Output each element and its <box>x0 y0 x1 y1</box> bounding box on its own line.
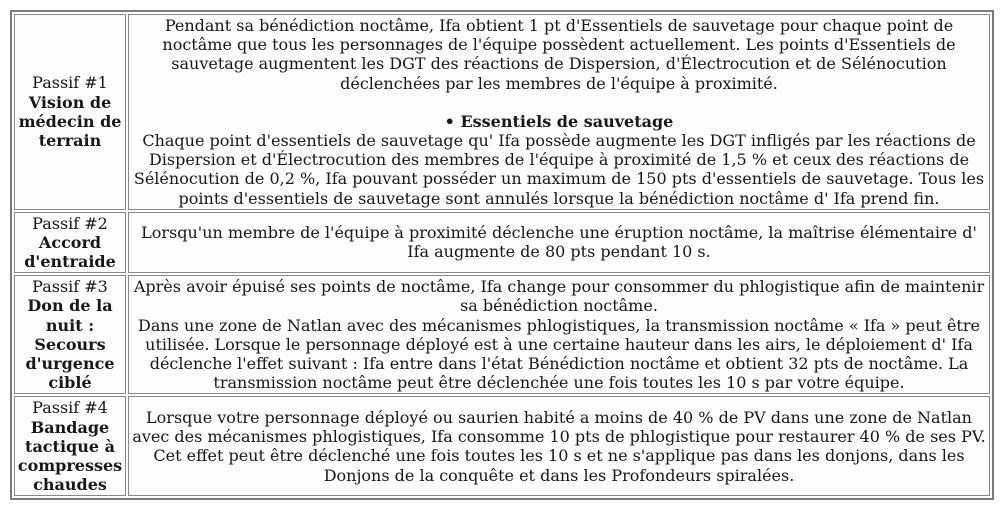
passive-description-cell <box>128 212 990 274</box>
passive-id: Passif #4 <box>32 398 108 418</box>
passive-description: Après avoir épuisé ses points de noctâme, Ifa change pour consommer du phlogistique afin de maintenir sa bénédiction noctâme. <box>133 277 985 316</box>
passive-row-1 <box>14 14 990 210</box>
bullet-body: Chaque point d'essentiels de sauvetage qu' Ifa possède augmente les DGT infligés par les réactions de Dispersion et d'Électrocution des membres de l'équipe à proximité de 1,5 % et ceux des réactions de Sélénocution de 0,2 %, Ifa pouvant posséder un maximum de 150 pts d'essentiels de sauvetage. Tous les points d'essentiels de sauvetage sont annulés lorsque la bénédiction noctâme d' Ifa prend fin. <box>133 130 985 208</box>
passive-label-cell <box>14 275 126 394</box>
passive-name: Bandage tactique à compresses chaudes <box>17 417 123 495</box>
passive-name: Accord d'entraide <box>24 232 116 272</box>
passive-label-cell <box>14 212 126 274</box>
passive-description: Lorsqu'un membre de l'équipe à proximité déclenche une éruption noctâme, la maîtrise élémentaire d' Ifa augmente de 80 pts pendant 10 s. <box>141 223 977 262</box>
passive-description-cell <box>128 275 990 394</box>
passive-name: Vision de médecin de terrain <box>18 92 122 151</box>
passive-label-cell <box>14 396 126 496</box>
passive-description: Pendant sa bénédiction noctâme, Ifa obtient 1 pt d'Essentiels de sauvetage pour chaque point de noctâme que tous les personnages de l'équipe possèdent actuellement. Les points d'Essentiels de sauvetage augmentent les DGT des réactions de Dispersion, d'Électrocution et de Sélénocution déclenchées par les membres de l'équipe à proximité. <box>162 16 956 93</box>
passive-row-4 <box>14 396 990 496</box>
passive-description-cell <box>128 14 990 210</box>
passive-description: Lorsque votre personnage déployé ou saurien habité a moins de 40 % de PV dans une zone de Natlan avec des mécanismes phlogistiques, Ifa consomme 10 pts de phlogistique pour restaurer 40 % de ses PV. Cet effet peut être déclenché une fois toutes les 10 s et ne s'applique pas dans les donjons, dans les Donjons de la conquête et dans les Profondeurs spiralées. <box>132 407 986 485</box>
passive-name: Don de la nuit : Secours d'urgence ciblé <box>25 296 115 393</box>
passive-description-cell <box>128 396 990 496</box>
passive-id: Passif #1 <box>32 73 108 93</box>
passive-description: Dans une zone de Natlan avec des mécanismes phlogistiques, la transmission noctâme « Ifa » peut être utilisée. Lorsque le personnage déployé est à une certaine hauteur dans les airs, le déploiement d' Ifa déclenche l'effet suivant : Ifa entre dans l'état Bénédiction noctâme et obtient 32 pts de noctâme. La transmission noctâme peut être déclenchée une fois toutes les 10 s par votre équipe. <box>138 315 980 393</box>
passive-id: Passif #2 <box>32 213 108 233</box>
passives-table <box>10 10 994 500</box>
bullet-heading: • Essentiels de sauvetage <box>444 111 674 131</box>
passive-label-cell <box>14 14 126 210</box>
passive-row-3 <box>14 275 990 394</box>
passive-row-2 <box>14 212 990 274</box>
passive-id: Passif #3 <box>32 277 108 297</box>
